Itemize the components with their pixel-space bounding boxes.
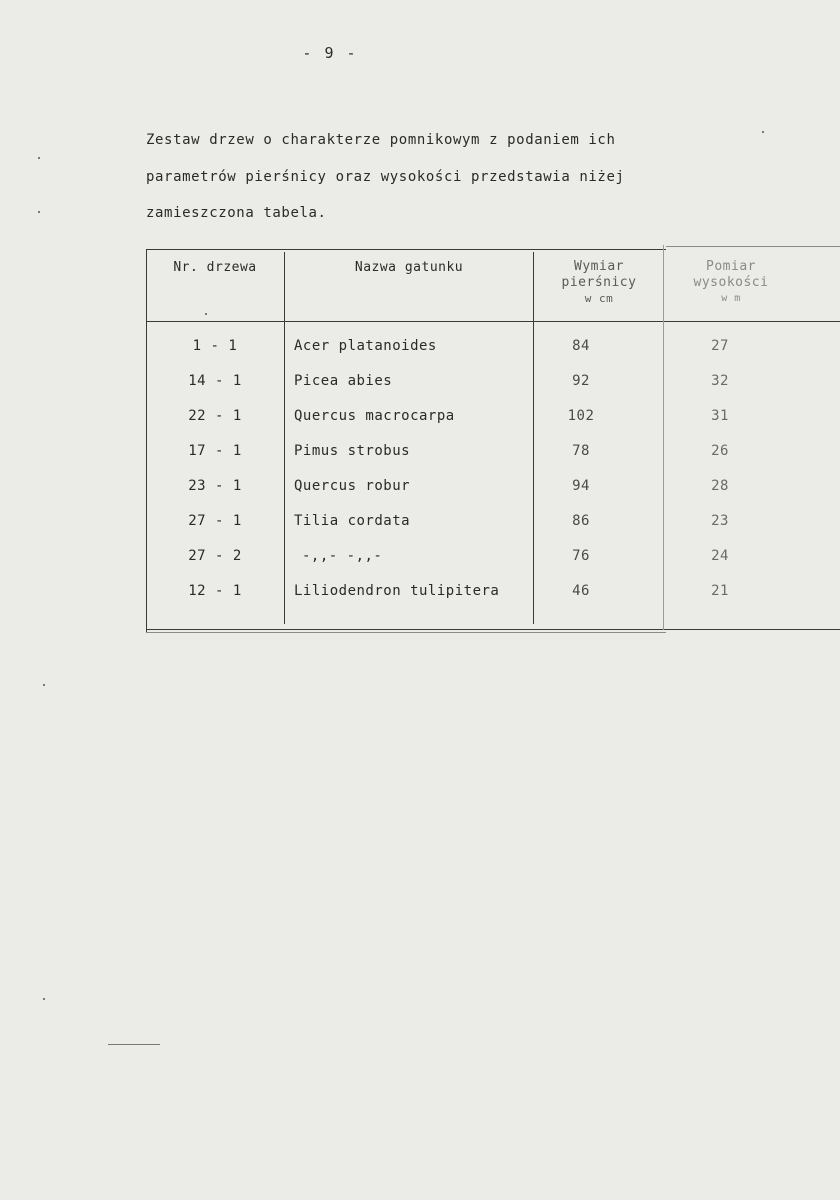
- header-name: Nazwa gatunku: [354, 260, 464, 275]
- scan-line-mark: [108, 1044, 160, 1045]
- row-height: 23: [711, 513, 729, 529]
- header-height-line-3: w m: [721, 293, 741, 304]
- row-nr: 27 - 1: [188, 513, 242, 529]
- row-diameter: 84: [572, 338, 590, 354]
- row-name: Quercus robur: [294, 478, 411, 494]
- row-nr: 27 - 2: [188, 548, 242, 564]
- row-name: Pimus strobus: [294, 443, 411, 459]
- page-number: - 9 -: [302, 44, 358, 62]
- row-nr: 1 - 1: [192, 338, 238, 354]
- row-diameter: 76: [572, 548, 590, 564]
- row-height: 32: [711, 373, 729, 389]
- row-name: Quercus macrocarpa: [294, 408, 455, 424]
- intro-line-1: Zestaw drzew o charakterze pomnikowym z podaniem ich: [146, 132, 616, 148]
- row-diameter: 86: [572, 513, 590, 529]
- row-diameter: 78: [572, 443, 590, 459]
- row-height: 27: [711, 338, 729, 354]
- column-divider-2: [533, 252, 534, 624]
- row-name: Acer platanoides: [294, 338, 437, 354]
- intro-line-2: parametrów pierśnicy oraz wysokości przedstawia niżej: [146, 168, 625, 185]
- row-name: Picea abies: [294, 373, 393, 389]
- table-top-border: [146, 249, 666, 250]
- column-divider-3: [663, 245, 664, 630]
- row-diameter: 46: [572, 583, 590, 599]
- header-height-line-1: Pomiar: [706, 259, 756, 274]
- row-diameter: 92: [572, 373, 590, 389]
- header-height: [666, 259, 796, 307]
- row-diameter: 94: [572, 478, 590, 494]
- table-left-border: [146, 249, 147, 632]
- table-bottom-border: [146, 629, 840, 630]
- table-top-border-right: [666, 246, 840, 247]
- header-diameter: [535, 259, 663, 307]
- row-height: 31: [711, 408, 729, 424]
- row-height: 21: [711, 583, 729, 599]
- header-height-line-2: wysokości: [693, 275, 769, 290]
- row-diameter: 102: [567, 408, 595, 424]
- intro-line-3: zamieszczona tabela.: [146, 205, 327, 221]
- row-height: 28: [711, 478, 729, 494]
- row-nr: 14 - 1: [188, 373, 242, 389]
- scan-speck: [43, 998, 45, 1000]
- scan-speck: [762, 131, 764, 133]
- scan-speck: [38, 157, 40, 159]
- row-height: 24: [711, 548, 729, 564]
- header-diameter-line-2: pierśnicy: [561, 275, 637, 290]
- row-nr: 22 - 1: [188, 408, 242, 424]
- header-nr: Nr. drzewa: [173, 260, 257, 275]
- header-diameter-line-1: Wymiar: [574, 259, 624, 274]
- scan-speck: [43, 684, 45, 686]
- header-divider: [146, 321, 840, 322]
- row-nr: 23 - 1: [188, 478, 242, 494]
- scan-speck: [38, 211, 40, 213]
- header-diameter-line-3: w cm: [584, 292, 614, 305]
- row-name: Tilia cordata: [294, 513, 411, 529]
- row-nr: 12 - 1: [188, 583, 242, 599]
- table-bottom-border-2: [146, 632, 666, 633]
- row-nr: 17 - 1: [188, 443, 242, 459]
- column-divider-1: [284, 252, 285, 624]
- scan-speck: [205, 313, 207, 315]
- row-height: 26: [711, 443, 729, 459]
- row-name: Liliodendron tulipitera: [294, 583, 500, 599]
- row-name: -,,- -,,-: [302, 548, 383, 564]
